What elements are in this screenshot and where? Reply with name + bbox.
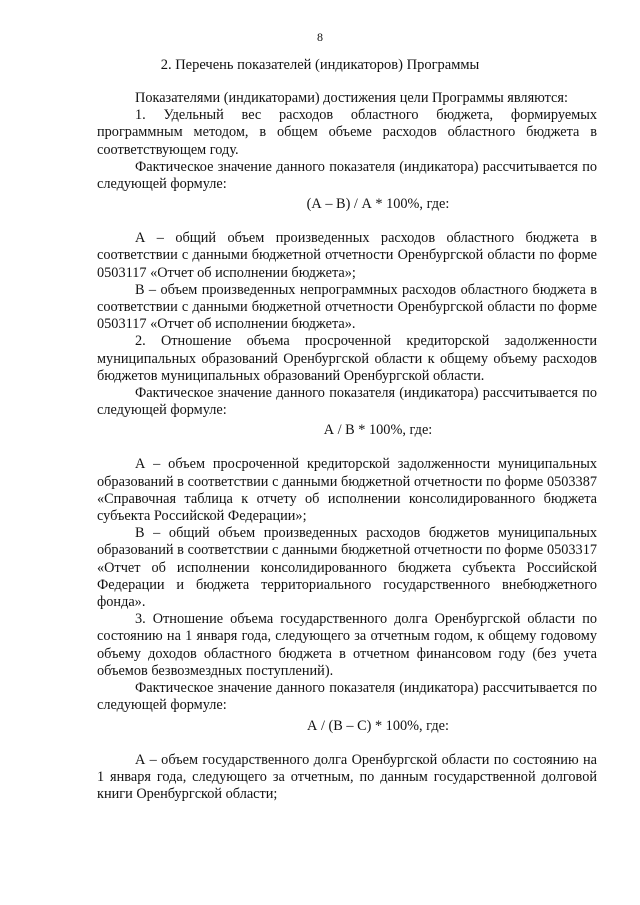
indicator-1-a-definition: А – общий объем произведенных расходов областного бюджета в соответствии с данными бюджетной отчетности Оренбургской области по форме 0503117 «Отчет об исполнении бюджета»; — [97, 230, 597, 281]
document-body — [97, 90, 597, 803]
indicator-3-paragraph: 3. Отношение объема государственного долга Оренбургской области по состоянию на 1 января года, следующего за отчетным годом, к общему годовому объему доходов областного бюджета в отчетном финансовом году (без учета объемов безвозмездных поступлений). — [97, 611, 597, 679]
indicator-2-paragraph: 2. Отношение объема просроченной кредиторской задолженности муниципальных образований Оренбургской области к общему объему расходов бюджетов муниципальных образований Оренбургской области. — [97, 333, 597, 384]
indicator-1-formula: (А – В) / А * 100%, где: — [306, 196, 450, 213]
indicator-1-calc-paragraph: Фактическое значение данного показателя (индикатора) рассчитывается по следующей формуле: — [97, 158, 597, 193]
indicator-2-b-definition: В – общий объем произведенных расходов бюджетов муниципальных образований в соответствии с данными бюджетной отчетности по форме 0503317 «Отчет об исполнении консолидированного бюджета субъекта Российской Федерации и бюджета территориального государственного внебюджетного фонда». — [97, 525, 597, 611]
intro-paragraph: Показателями (индикаторами) достижения цели Программы являются: — [135, 90, 568, 106]
indicator-1-paragraph: 1. Удельный вес расходов областного бюджета, формируемых программным методом, в общем объеме расходов областного бюджета в соответствующем году. — [97, 107, 597, 158]
indicator-1-b-definition: В – объем произведенных непрограммных расходов областного бюджета в соответствии с данными бюджетной отчетности Оренбургской области по форме 0503117 «Отчет об исполнении бюджета». — [97, 281, 597, 333]
page-number: 8 — [317, 30, 323, 44]
section-heading: 2. Перечень показателей (индикаторов) Программы — [160, 57, 480, 73]
indicator-3-a-definition: А – объем государственного долга Оренбургской области по состоянию на 1 января года, следующего за отчетным, по данным государственной долговой книги Оренбургской области; — [97, 751, 597, 802]
indicator-2-formula: А / В * 100%, где: — [323, 422, 433, 439]
indicator-3-calc-paragraph: Фактическое значение данного показателя (индикатора) рассчитывается по следующей формуле: — [97, 680, 597, 714]
indicator-2-a-definition: А – объем просроченной кредиторской задолженности муниципальных образований в соответствии с данными бюджетной отчетности по форме 0503387 «Справочная таблица к отчету об исполнении консолидированного бюджета субъекта Российской Федерации»; — [97, 456, 597, 525]
indicator-3-formula: А / (В – С) * 100%, где: — [307, 717, 449, 734]
indicator-2-calc-paragraph: Фактическое значение данного показателя (индикатора) рассчитывается по следующей формуле: — [97, 385, 597, 419]
